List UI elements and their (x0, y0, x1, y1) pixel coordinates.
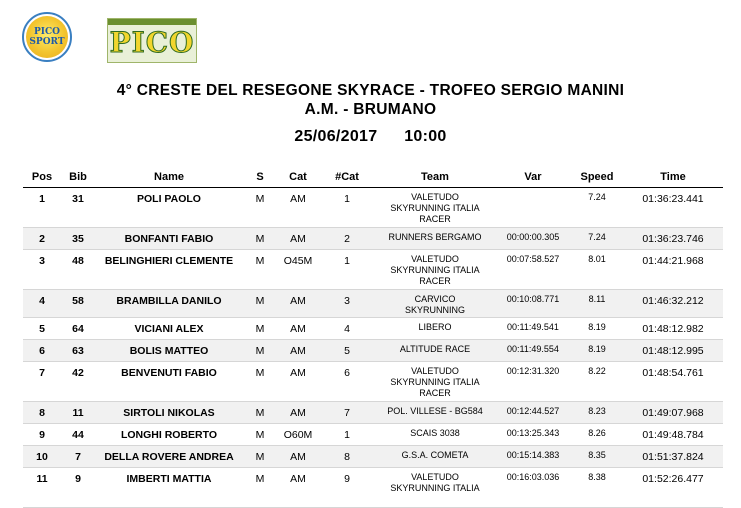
cell-ncat: 6 (319, 362, 375, 402)
cell-ncat: 1 (319, 424, 375, 446)
table-row (23, 468, 723, 508)
cell-cat: AM (277, 340, 319, 362)
cell-name: SIRTOLI NIKOLAS (95, 402, 243, 424)
cell-pos: 1 (23, 188, 61, 228)
cell-name: IMBERTI MATTIA (95, 468, 243, 508)
cell-speed: 8.22 (571, 362, 623, 402)
cell-team: POL. VILLESE - BG584 (375, 402, 495, 424)
cell-ncat: 7 (319, 402, 375, 424)
cell-speed: 8.19 (571, 318, 623, 340)
cell-ncat: 1 (319, 250, 375, 290)
col-header-cat: Cat (277, 167, 319, 188)
table-row (23, 318, 723, 340)
table-row (23, 340, 723, 362)
cell-bib: 31 (61, 188, 95, 228)
cell-team: VALETUDO SKYRUNNING ITALIA RACER (375, 188, 495, 228)
cell-ncat: 3 (319, 290, 375, 318)
cell-name: BONFANTI FABIO (95, 228, 243, 250)
cell-bib: 44 (61, 424, 95, 446)
cell-var: 00:16:03.036 (495, 468, 571, 508)
cell-ncat: 5 (319, 340, 375, 362)
cell-pos: 10 (23, 446, 61, 468)
col-header-pos: Pos (23, 167, 61, 188)
race-location: A.M. - BRUMANO (304, 101, 437, 118)
table-row (23, 424, 723, 446)
race-datetime (0, 128, 741, 146)
cell-bib: 11 (61, 402, 95, 424)
cell-team: G.S.A. COMETA (375, 446, 495, 468)
table-row (23, 402, 723, 424)
cell-time: 01:44:21.968 (623, 250, 723, 290)
cell-var: 00:07:58.527 (495, 250, 571, 290)
cell-bib: 35 (61, 228, 95, 250)
cell-speed: 8.11 (571, 290, 623, 318)
cell-cat: AM (277, 188, 319, 228)
cell-var: 00:12:31.320 (495, 362, 571, 402)
cell-team: VALETUDO SKYRUNNING ITALIA RACER (375, 362, 495, 402)
cell-speed: 8.35 (571, 446, 623, 468)
cell-time: 01:49:07.968 (623, 402, 723, 424)
cell-team: ALTITUDE RACE (375, 340, 495, 362)
cell-s: M (243, 188, 277, 228)
cell-team: LIBERO (375, 318, 495, 340)
cell-time: 01:46:32.212 (623, 290, 723, 318)
table-row (23, 290, 723, 318)
col-header-ncat: #Cat (319, 167, 375, 188)
cell-name: BELINGHIERI CLEMENTE (95, 250, 243, 290)
cell-var (495, 188, 571, 228)
race-start-time: 10:00 (404, 128, 447, 145)
cell-bib: 9 (61, 468, 95, 508)
cell-speed: 8.23 (571, 402, 623, 424)
cell-cat: AM (277, 468, 319, 508)
cell-var: 00:00:00.305 (495, 228, 571, 250)
cell-time: 01:36:23.441 (623, 188, 723, 228)
cell-name: DELLA ROVERE ANDREA (95, 446, 243, 468)
cell-s: M (243, 228, 277, 250)
cell-speed: 8.38 (571, 468, 623, 508)
cell-pos: 2 (23, 228, 61, 250)
cell-var: 00:11:49.554 (495, 340, 571, 362)
cell-bib: 63 (61, 340, 95, 362)
cell-pos: 11 (23, 468, 61, 508)
cell-name: POLI PAOLO (95, 188, 243, 228)
pico-brand-logo (107, 18, 197, 63)
table-row (23, 250, 723, 290)
cell-ncat: 2 (319, 228, 375, 250)
cell-cat: AM (277, 402, 319, 424)
cell-speed: 8.19 (571, 340, 623, 362)
cell-ncat: 8 (319, 446, 375, 468)
cell-time: 01:52:26.477 (623, 468, 723, 508)
cell-var: 00:11:49.541 (495, 318, 571, 340)
cell-bib: 64 (61, 318, 95, 340)
cell-name: VICIANI ALEX (95, 318, 243, 340)
cell-cat: AM (277, 446, 319, 468)
cell-s: M (243, 340, 277, 362)
cell-speed: 7.24 (571, 188, 623, 228)
cell-pos: 5 (23, 318, 61, 340)
table-row (23, 228, 723, 250)
table-row (23, 446, 723, 468)
table-row (23, 362, 723, 402)
cell-speed: 8.01 (571, 250, 623, 290)
cell-cat: AM (277, 318, 319, 340)
cell-var: 00:10:08.771 (495, 290, 571, 318)
cell-team: SCAIS 3038 (375, 424, 495, 446)
race-title: 4° CRESTE DEL RESEGONE SKYRACE - TROFEO SERGIO MANINI (116, 82, 625, 99)
col-header-name: Name (95, 167, 243, 188)
col-header-team: Team (375, 167, 495, 188)
cell-pos: 4 (23, 290, 61, 318)
cell-team: CARVICO SKYRUNNING (375, 290, 495, 318)
cell-var: 00:12:44.527 (495, 402, 571, 424)
cell-name: LONGHI ROBERTO (95, 424, 243, 446)
cell-s: M (243, 318, 277, 340)
cell-time: 01:48:12.982 (623, 318, 723, 340)
cell-var: 00:15:14.383 (495, 446, 571, 468)
cell-bib: 48 (61, 250, 95, 290)
cell-bib: 42 (61, 362, 95, 402)
results-table (23, 167, 723, 508)
cell-time: 01:36:23.746 (623, 228, 723, 250)
cell-pos: 3 (23, 250, 61, 290)
logo-text-line1: PICO (34, 27, 60, 37)
cell-pos: 9 (23, 424, 61, 446)
cell-cat: AM (277, 362, 319, 402)
cell-s: M (243, 402, 277, 424)
cell-cat: O60M (277, 424, 319, 446)
cell-s: M (243, 362, 277, 402)
cell-time: 01:48:12.995 (623, 340, 723, 362)
cell-name: BOLIS MATTEO (95, 340, 243, 362)
race-date: 25/06/2017 (294, 128, 378, 145)
cell-speed: 8.26 (571, 424, 623, 446)
cell-cat: O45M (277, 250, 319, 290)
logo-brand-text: PICO (109, 26, 195, 59)
pico-sport-logo (22, 12, 72, 62)
col-header-bib: Bib (61, 167, 95, 188)
cell-s: M (243, 446, 277, 468)
cell-name: BENVENUTI FABIO (95, 362, 243, 402)
table-header-row (23, 167, 723, 188)
cell-time: 01:49:48.784 (623, 424, 723, 446)
cell-team: RUNNERS BERGAMO (375, 228, 495, 250)
col-header-time: Time (623, 167, 723, 188)
cell-ncat: 4 (319, 318, 375, 340)
table-row (23, 188, 723, 228)
cell-bib: 7 (61, 446, 95, 468)
cell-pos: 7 (23, 362, 61, 402)
col-header-speed: Speed (571, 167, 623, 188)
col-header-var: Var (495, 167, 571, 188)
cell-s: M (243, 290, 277, 318)
cell-ncat: 9 (319, 468, 375, 508)
cell-time: 01:51:37.824 (623, 446, 723, 468)
cell-s: M (243, 424, 277, 446)
cell-pos: 8 (23, 402, 61, 424)
cell-pos: 6 (23, 340, 61, 362)
cell-var: 00:13:25.343 (495, 424, 571, 446)
logo-text-line2: SPORT (29, 37, 65, 47)
cell-cat: AM (277, 290, 319, 318)
cell-s: M (243, 250, 277, 290)
cell-time: 01:48:54.761 (623, 362, 723, 402)
col-header-sex: S (243, 167, 277, 188)
cell-speed: 7.24 (571, 228, 623, 250)
cell-ncat: 1 (319, 188, 375, 228)
cell-team: VALETUDO SKYRUNNING ITALIA RACER (375, 250, 495, 290)
cell-bib: 58 (61, 290, 95, 318)
cell-team: VALETUDO SKYRUNNING ITALIA (375, 468, 495, 508)
cell-cat: AM (277, 228, 319, 250)
cell-s: M (243, 468, 277, 508)
cell-name: BRAMBILLA DANILO (95, 290, 243, 318)
